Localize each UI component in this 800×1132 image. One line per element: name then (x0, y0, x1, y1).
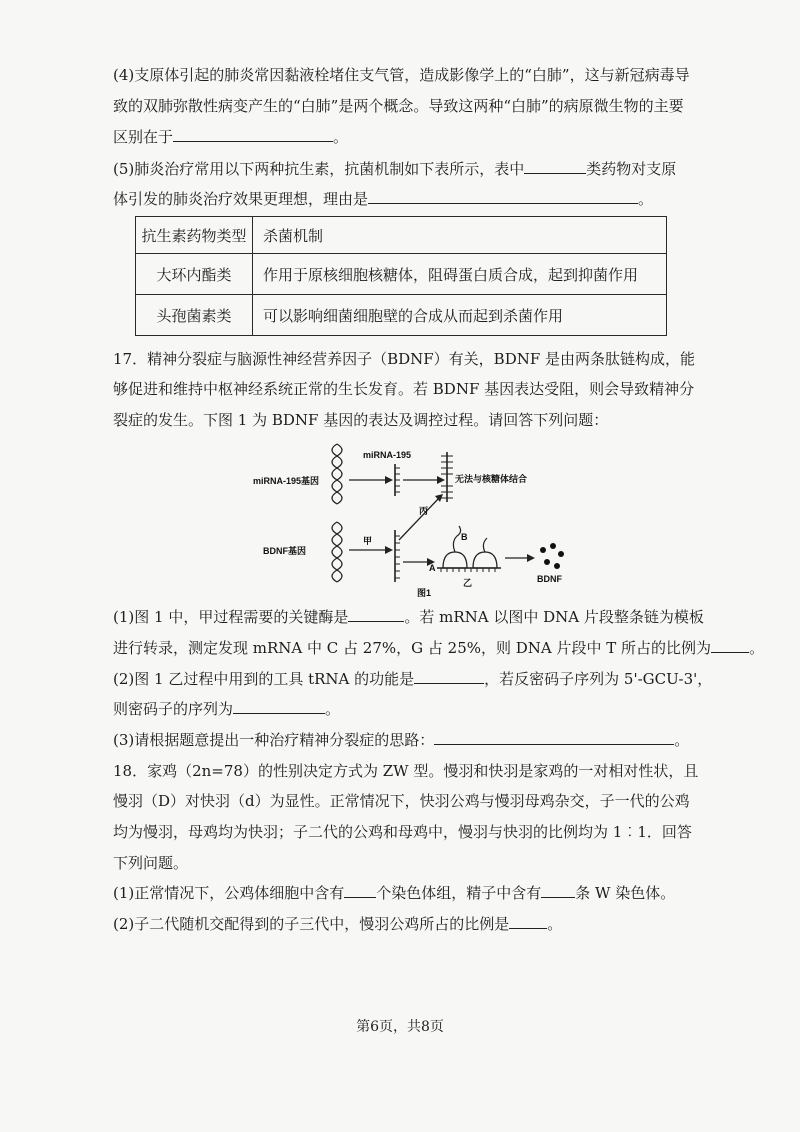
text: 区别在于 (113, 128, 174, 146)
question-18-1-line-1 (113, 878, 693, 909)
text: (3)请根据题意提出一种治疗精神分裂症的思路： (113, 731, 435, 749)
question-17-3-line-1 (113, 725, 693, 756)
text: 17．精神分裂症与脑源性神经营养因子（BDNF）有关，BDNF 是由两条肽链构成，能 (113, 350, 696, 368)
text: 条 W 染色体。 (575, 884, 676, 902)
arrow-head-icon (385, 476, 393, 484)
text: ，若反密码子序列为 5'-GCU-3'， (484, 670, 713, 688)
dna-helix-bottom (332, 522, 342, 582)
antibiotic-table (135, 216, 667, 336)
question-4-line-2 (113, 91, 693, 122)
question-17-1-line-1 (113, 602, 704, 633)
text: 进行转录，测定发现 mRNA 中 C 占 27%，G 占 25%，则 DNA 片段中 T 所占的比例为 (113, 639, 712, 657)
question-18-line-4 (113, 848, 693, 879)
answer-blank[interactable] (509, 927, 547, 929)
text: 。 (547, 915, 563, 933)
table-cell: 头孢菌素类 (136, 295, 253, 336)
blocked-label: 无法与核糖体结合 (455, 474, 528, 484)
answer-blank[interactable] (541, 896, 575, 898)
question-17-line-2 (113, 374, 693, 405)
text: (2)图 1 乙过程中用到的工具 tRNA 的功能是 (113, 670, 415, 688)
answer-blank[interactable] (348, 620, 404, 622)
table-header-row (136, 217, 667, 254)
text: (4)支原体引起的肺炎常因黏液栓堵住支气管，造成影像学上的“白肺”，这与新冠病毒导 (113, 66, 690, 84)
text: 。 (325, 700, 341, 718)
answer-blank[interactable] (524, 172, 586, 174)
question-17-2-line-2 (113, 694, 693, 725)
text: 下列问题。 (113, 854, 189, 872)
text: 均为慢羽，母鸡均为快羽；子二代的公鸡和母鸡中，慢羽与快羽的比例均为 1︰1．回答 (113, 823, 692, 841)
answer-blank[interactable] (368, 202, 638, 204)
question-17-line-3 (113, 405, 693, 436)
answer-blank[interactable] (344, 896, 376, 898)
question-17-2-line-1 (113, 664, 713, 695)
text: (2)子二代随机交配得到的子三代中，慢羽公鸡所占的比例是 (113, 915, 510, 933)
table-row (136, 254, 667, 295)
text: 则密码子的序列为 (113, 700, 234, 718)
answer-blank[interactable] (233, 712, 325, 714)
bdnf-expression-diagram (253, 440, 575, 600)
question-18-2-line-1 (113, 909, 693, 940)
arrow-head-icon (527, 554, 535, 562)
arrow-head-icon (385, 546, 393, 554)
text: 体引发的肺炎治疗效果更理想，理由是 (113, 190, 369, 208)
text: (5)肺炎治疗常用以下两种抗生素，抗菌机制如下表所示，表中 (113, 160, 525, 178)
label-yi: 乙 (463, 578, 473, 588)
text: (1)正常情况下，公鸡体细胞中含有 (113, 884, 345, 902)
peptide-chain-2 (483, 538, 487, 552)
label-b: B (461, 532, 468, 542)
mirna-label: miRNA-195 (363, 450, 412, 460)
question-17-1-line-2 (113, 633, 765, 664)
answer-blank[interactable] (434, 743, 674, 745)
label-jia: 甲 (363, 536, 373, 546)
page-footer: 第6页，共8页 (356, 1019, 444, 1035)
dna-helix-top (332, 444, 342, 504)
text: 致的双肺弥散性病变产生的“白肺”是两个概念。导致这两种“白肺”的病原微生物的主要 (113, 97, 684, 115)
question-5-line-1 (113, 154, 693, 185)
table-header-cell: 杀菌机制 (253, 217, 667, 254)
protein-label: BDNF (537, 574, 562, 584)
text: 。 (638, 190, 654, 208)
bdnf-dots-icon (540, 543, 564, 569)
answer-blank[interactable] (173, 140, 333, 142)
table-cell: 作用于原核细胞核糖体，阻碍蛋白质合成，起到抑菌作用 (253, 254, 667, 295)
question-18-line-3 (113, 817, 693, 848)
label-bing: 丙 (419, 506, 429, 516)
text: 18．家鸡（2n=78）的性别决定方式为 ZW 型。慢羽和快羽是家鸡的一对相对性状，且 (113, 762, 699, 780)
answer-blank[interactable] (414, 682, 484, 684)
table-row (136, 295, 667, 336)
question-18-line-2 (113, 786, 693, 817)
label-a: A (429, 563, 436, 573)
ribosome-1 (443, 552, 467, 568)
text: 够促进和维持中枢神经系统正常的生长发育。若 BDNF 基因表达受阻，则会导致精神分 (113, 380, 695, 398)
text: (1)图 1 中，甲过程需要的关键酶是 (113, 608, 349, 626)
ribosome-2 (473, 552, 497, 568)
peptide-chain-1 (453, 526, 460, 552)
text: 类药物对支原 (586, 160, 677, 178)
question-18-line-1 (113, 756, 699, 787)
text: 裂症的发生。下图 1 为 BDNF 基因的表达及调控过程。请回答下列问题： (113, 411, 609, 429)
text: 。若 mRNA 以图中 DNA 片段整条链为模板 (404, 608, 704, 626)
question-4-line-1 (113, 60, 693, 91)
figure-caption: 图1 (417, 588, 432, 598)
table-cell: 可以影响细菌细胞壁的合成从而起到杀菌作用 (253, 295, 667, 336)
text: 。 (674, 731, 690, 749)
question-5-line-2 (113, 184, 693, 215)
question-17-line-1 (113, 344, 696, 375)
text: 个染色体组，精子中含有 (376, 884, 542, 902)
gene-label-mirna: miRNA-195基因 (253, 476, 320, 486)
arrow-head-icon (437, 476, 445, 484)
question-4-line-3 (113, 122, 693, 153)
gene-label-bdnf: BDNF基因 (263, 546, 306, 556)
answer-blank[interactable] (711, 651, 749, 653)
arrow-line (399, 498, 439, 540)
text: 慢羽（D）对快羽（d）为显性。正常情况下，快羽公鸡与慢羽母鸡杂交，子一代的公鸡 (113, 792, 690, 810)
text: 。 (333, 128, 349, 146)
table-cell: 大环内酯类 (136, 254, 253, 295)
text: 。 (749, 639, 765, 657)
table-header-cell: 抗生素药物类型 (136, 217, 253, 254)
